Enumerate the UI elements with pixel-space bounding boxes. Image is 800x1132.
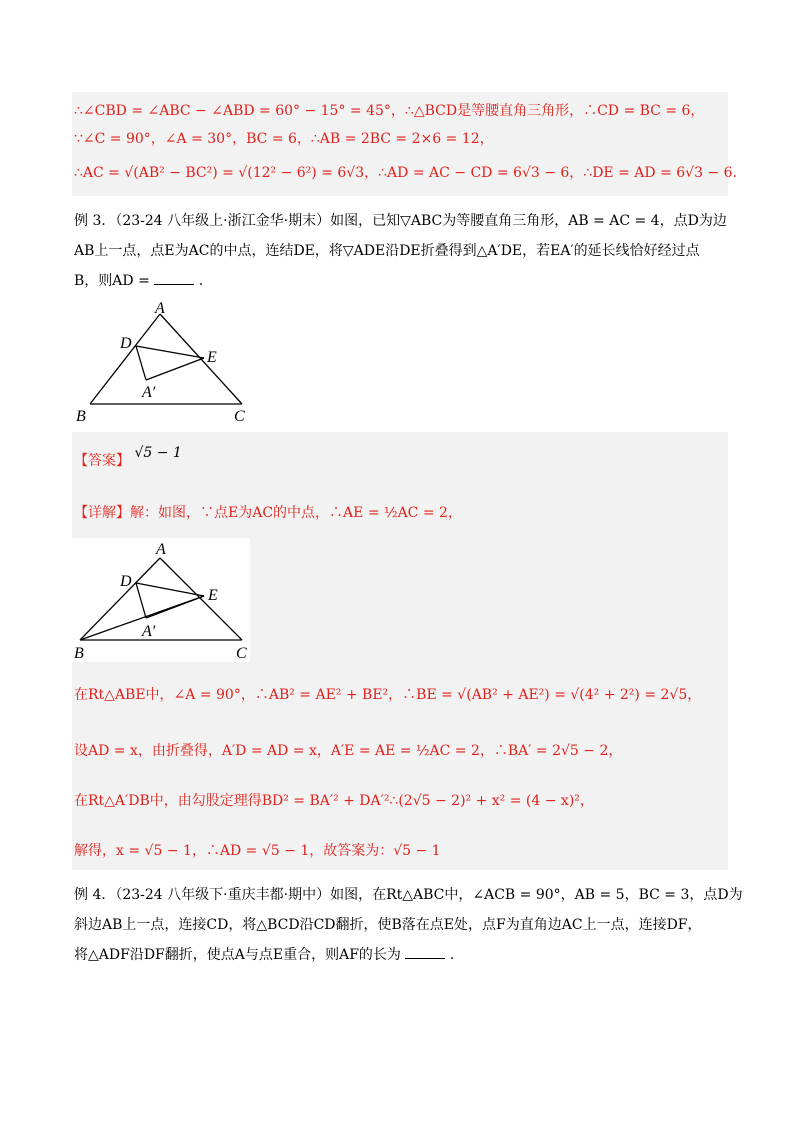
detail-line-4: 在Rt△A′DB中，由勾股定理得BD² = BA′² + DA′²∴(2√5 − 2)² + x² = (4 − x)²， [74, 793, 594, 809]
label-E-2: E [208, 587, 218, 604]
example4-line-1: 例 4．（23-24 八年级下·重庆丰都·期中）如图，在Rt△ABC中，∠ACB = 90°，AB = 5，BC = 3，点D为 [74, 887, 743, 903]
detail-line-2: 在Rt△ABE中，∠A = 90°，∴AB² = AE² + BE²，∴BE = √(AB² + AE²) = √(4² + 2²) = 2√5， [74, 687, 702, 703]
example3-line-2: AB上一点，点E为AC的中点，连结DE，将▽ADE沿DE折叠得到△A′DE，若EA′的延长线恰好经过点 [74, 243, 700, 259]
example4-line-3-end: . [449, 947, 455, 963]
example3-line-1: 例 3．（23-24 八年级上·浙江金华·期末）如图，已知▽ABC为等腰直角三角形，AB = AC = 4，点D为边 [74, 213, 727, 229]
answer-blank-2 [405, 958, 445, 959]
solution-line-1: ∴∠CBD = ∠ABC − ∠ABD = 60° − 15° = 45°，∴△BCD是等腰直角三角形，∴CD = BC = 6， [74, 103, 705, 119]
example4-line-3 [74, 944, 454, 964]
solution-line-2: ∵∠C = 90°，∠A = 30°，BC = 6，∴AB = 2BC = 2×6 = 12， [74, 131, 494, 147]
label-B-2: B [74, 645, 84, 662]
label-A-2: A [156, 541, 166, 558]
label-B: B [76, 408, 86, 425]
detail-line-5: 解得，x = √5 − 1，∴AD = √5 − 1，故答案为：√5 − 1 [74, 843, 441, 859]
label-A-prime-2: A′ [142, 623, 156, 640]
label-A-prime: A′ [142, 384, 156, 401]
detail-line-1: 【详解】解：如图，∵点E为AC的中点，∴AE = ½AC = 2， [74, 505, 462, 521]
label-D-2: D [120, 573, 132, 590]
example4-line-2: 斜边AB上一点，连接CD，将△BCD沿CD翻折，使B落在点E处，点F为直角边AC上一点，连接DF， [74, 917, 702, 933]
label-E: E [207, 349, 217, 366]
label-A: A [155, 300, 165, 317]
example3-line-3-text: B，则AD = [74, 273, 150, 289]
example3-line-3-end: . [198, 273, 204, 289]
triangle-figure-1 [70, 300, 270, 430]
answer-value: √5 − 1 [134, 445, 182, 461]
answer-blank [154, 284, 194, 285]
triangle-figure-2 [70, 538, 270, 664]
answer-label: 【答案】 [74, 453, 130, 469]
example4-line-3-text: 将△ADF沿DF翻折，使点A与点E重合，则AF的长为 [74, 947, 401, 963]
answer-line [74, 445, 182, 470]
detail-line-3: 设AD = x，由折叠得，A′D = AD = x，A′E = AE = ½AC = 2，∴BA′ = 2√5 − 2， [74, 743, 623, 759]
label-C-2: C [236, 645, 247, 662]
label-D: D [120, 335, 132, 352]
example3-line-3 [74, 270, 203, 290]
label-C: C [234, 408, 245, 425]
solution-line-3: ∴AC = √(AB² − BC²) = √(12² − 6²) = 6√3，∴AD = AC − CD = 6√3 − 6，∴DE = AD = 6√3 − 6． [74, 165, 747, 181]
